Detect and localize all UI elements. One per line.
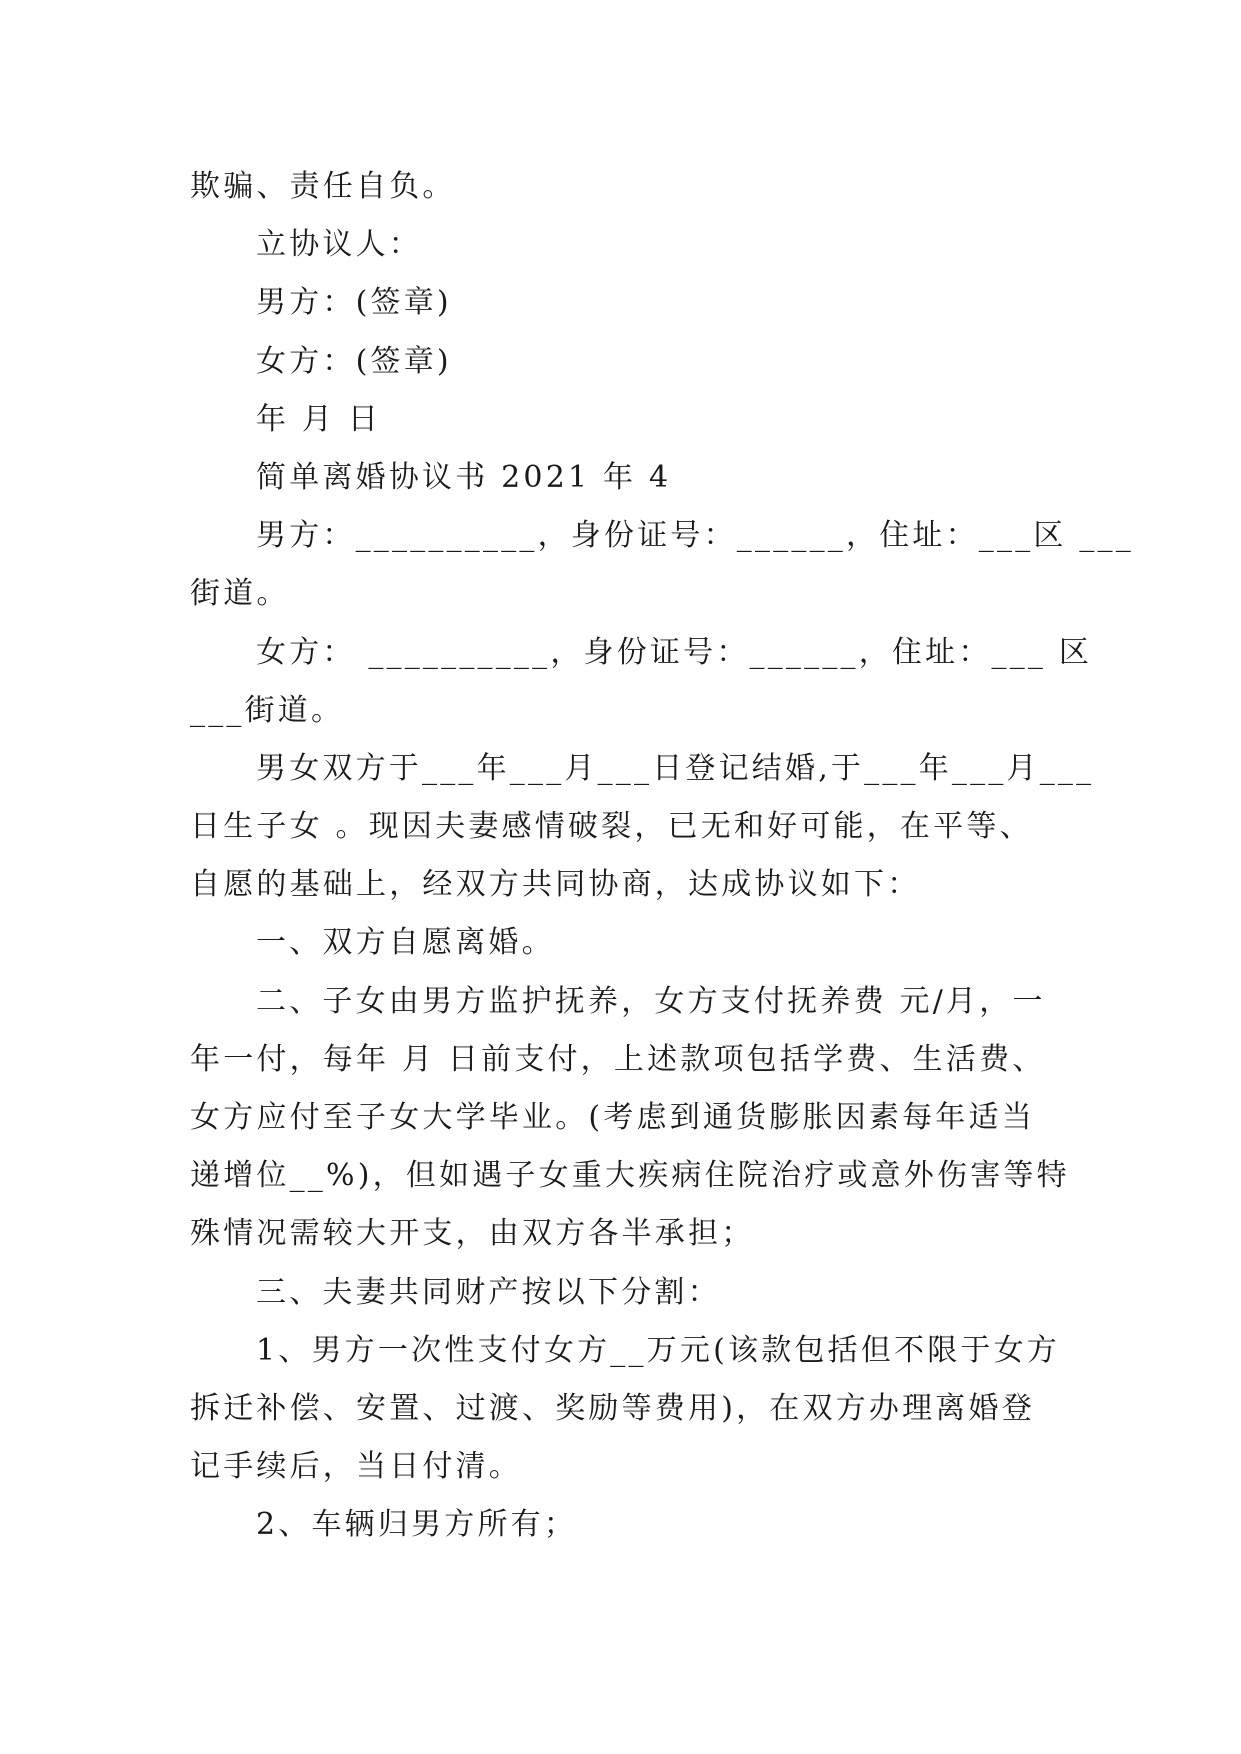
text-line: 记手续后，当日付清。 — [190, 1449, 522, 1485]
text-line: 自愿的基础上，经双方共同协商，达成协议如下： — [190, 867, 921, 903]
text-line: 男方：__________，身份证号：______，住址：___区 ___ — [256, 518, 1134, 554]
text-line: 殊情况需较大开支，由双方各半承担； — [190, 1216, 755, 1252]
text-line: 年 月 日 — [256, 401, 382, 437]
text-line: 年一付，每年 月 日前支付，上述款项包括学费、生活费、 — [190, 1041, 1046, 1077]
text-line: 女方： __________，身份证号：______，住址：___ 区 — [256, 634, 1093, 670]
text-line: 女方应付至子女大学毕业。(考虑到通货膨胀因素每年适当 — [190, 1100, 1035, 1135]
text-line: 日生子女 。现因夫妻感情破裂，已无和好可能，在平等、 — [190, 809, 1033, 845]
text-line: 一、双方自愿离婚。 — [256, 925, 555, 961]
text-line: 2、车辆归男方所有； — [256, 1507, 578, 1543]
document-body — [190, 158, 1134, 1555]
text-line: 拆迁补偿、安置、过渡、奖励等费用)，在双方办理离婚登 — [190, 1390, 1035, 1426]
text-line: 1、男方一次性支付女方__万元(该款包括但不限于女方 — [256, 1332, 1060, 1368]
text-line: ___街道。 — [190, 692, 345, 728]
text-line: 街道。 — [190, 576, 290, 612]
text-line: 三、夫妻共同财产按以下分割： — [256, 1274, 721, 1310]
text-line: 递增位__%)，但如遇子女重大疾病住院治疗或意外伤害等特 — [190, 1158, 1070, 1194]
text-line: 立协议人： — [256, 227, 422, 263]
section-title: 简单离婚协议书 2021 年 4 — [256, 459, 672, 495]
text-line: 男方：(签章) — [256, 285, 452, 321]
text-line: 女方：(签章) — [256, 343, 452, 379]
text-line: 欺骗、责任自负。 — [190, 169, 456, 204]
text-line: 男女双方于___年___月___日登记结婚,于___年___月___ — [256, 750, 1095, 786]
text-line: 二、子女由男方监护抚养，女方支付抚养费 元/月，一 — [256, 983, 1046, 1019]
